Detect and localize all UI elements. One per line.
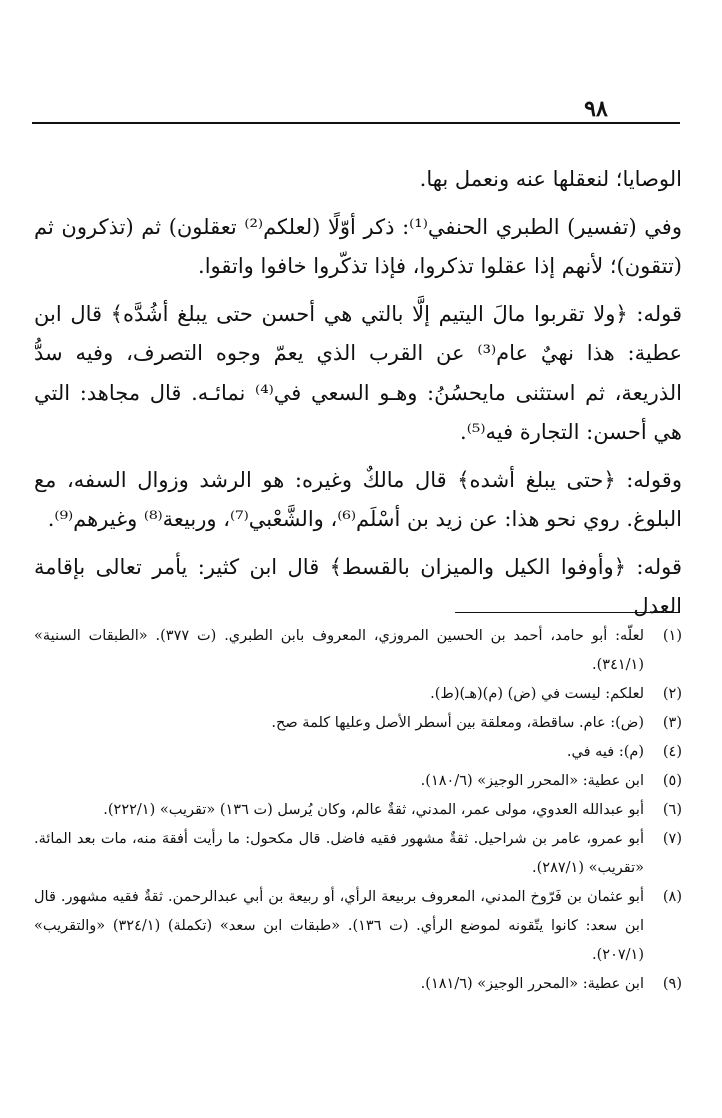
header-rule [32, 122, 680, 124]
footnote [34, 709, 682, 738]
footnote-text: (ض): عام. ساقطة، ومعلقة بين أسطر الأصل وعليها كلمة صح. [271, 715, 644, 731]
footnotes [34, 622, 682, 999]
footnote-separator [455, 612, 680, 613]
footnote-text: ابن عطية: «المحرر الوجيز» (١٨١/٦). [420, 976, 644, 992]
footnote-number: (٧) [662, 831, 682, 847]
footnote [34, 622, 682, 680]
footnote-text: لعلّه: أبو حامد، أحمد بن الحسين المروزي، المعروف بابن الطبري. (ت ٣٧٧). «الطبقات السنية» (٣٤١/١). [34, 628, 644, 673]
paragraph: وقوله: ﴿حتى يبلغ أشده﴾ قال مالكٌ وغيره: هو الرشد وزوال السفه، مع البلوغ. روي نحو هذا: عن زيد بن أسْلَم⁽⁶⁾، والشَّعْبي⁽⁷⁾، وربيعة⁽⁸⁾ وغيرهم⁽⁹⁾. [34, 467, 682, 531]
footnote-number: (٥) [662, 773, 682, 789]
footnote-text: أبو عبدالله العدوي، مولى عمر، المدني، ثقةٌ عالم، وكان يُرسل (ت ١٣٦) «تقريب» (٢٢٢/١). [103, 802, 644, 818]
footnote [34, 680, 682, 709]
footnote-text: ابن عطية: «المحرر الوجيز» (١٨٠/٦). [420, 773, 644, 789]
footnote [34, 970, 682, 999]
paragraph: قوله: ﴿وأوفوا الكيل والميزان بالقسط﴾ قال ابن كثير: يأمر تعالى بإقامة العدل [34, 554, 682, 618]
footnote-number: (٩) [662, 976, 682, 992]
footnote-text: أبو عثمان بن فَرّوخ المدني، المعروف بربيعة الرأي، أو ربيعة بن أبي عبدالرحمن. ثقةٌ فقيه مشهور. قال ابن سعد: كانوا يتّقونه لموضع الرأي. (ت ١٣٦). «طبقات ابن سعد» (تكملة) (٣٢٤/١) «والتقريب» (٢٠٧/١). [34, 889, 644, 963]
footnote [34, 883, 682, 970]
header-tick [626, 122, 650, 124]
footnote-number: (٨) [662, 889, 682, 905]
page-number: ٩٨ [584, 96, 608, 122]
footnote [34, 796, 682, 825]
footnote-number: (٤) [662, 744, 682, 760]
footnote-text: لعلكم: ليست في (ض) (م)(هـ)(ط). [430, 686, 644, 702]
main-text [34, 160, 682, 635]
footnote-text: أبو عمرو، عامر بن شراحيل. ثقةٌ مشهور فقيه فاضل. قال مكحول: ما رأيت أفقهَ منه، مات بعد المائة. «تقريب» (٢٨٧/١). [34, 831, 644, 876]
paragraph: وفي (تفسير) الطبري الحنفي⁽¹⁾: ذكر أوّلًا (لعلكم⁽²⁾ تعقلون) ثم (تذكرون ثم (تتقون)؛ لأنهم إذا عقلوا تذكروا، فإذا تذكّروا خافوا واتقوا. [34, 214, 682, 278]
footnote [34, 825, 682, 883]
paragraph: قوله: ﴿ولا تقربوا مالَ اليتيم إلَّا بالتي هي أحسن حتى يبلغ أشُدَّه﴾ قال ابن عطية: هذا نهيٌ عام⁽³⁾ عن القرب الذي يعمّ وجوه التصرف، وفيه سدُّ الذريعة، ثم استثنى مايحسُنُ: وهـو السعي في⁽⁴⁾ نمائـه. قال مجاهد: التي هي أحسن: التجارة فيه⁽⁵⁾. [34, 301, 682, 444]
footnote-number: (١) [662, 628, 682, 644]
footnote-number: (٢) [662, 686, 682, 702]
footnote [34, 738, 682, 767]
footnote [34, 767, 682, 796]
footnote-number: (٦) [662, 802, 682, 818]
footnote-text: (م): فيه في. [566, 744, 644, 760]
paragraph: الوصايا؛ لنعقلها عنه ونعمل بها. [419, 167, 682, 191]
footnote-number: (٣) [662, 715, 682, 731]
